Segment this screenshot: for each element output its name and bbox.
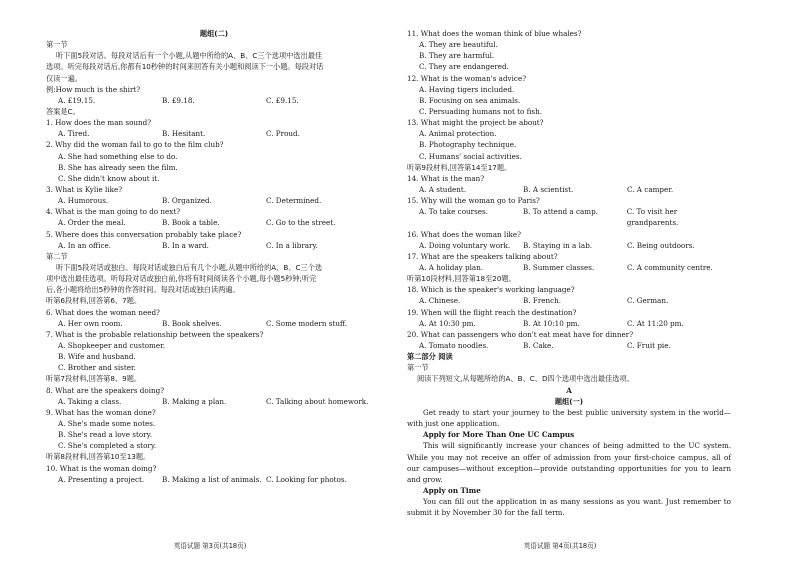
- option-a: A. £19.15.: [58, 95, 96, 105]
- question-options: [46, 195, 382, 206]
- instruction-line: 项中选出最佳选项。听每段对话或独白前,你将有时间阅读各个小题,每小题5秒钟;听完: [46, 274, 317, 284]
- option-c: C. In a library.: [266, 240, 318, 250]
- option-b: B. Photography technique.: [419, 140, 517, 150]
- option-b: B. At 10:10 pm.: [523, 318, 580, 328]
- option-c: C. Determined.: [266, 196, 322, 206]
- question-options: [46, 396, 382, 407]
- option-c: C. Proud.: [266, 129, 300, 139]
- material-note: 听第10段材料,回答第18至20题。: [407, 274, 516, 284]
- question-options: [46, 240, 382, 251]
- question-options: [46, 318, 382, 329]
- material-note: 听第6段材料,回答第6、7题。: [46, 296, 142, 306]
- option-a: A. Tomato noodles.: [419, 341, 489, 351]
- material-note: 听第7段材料,回答第8、9题。: [46, 374, 142, 384]
- question-options: [407, 340, 731, 351]
- question-stem: 19. When will the flight reach the destination?: [407, 307, 577, 317]
- option-a: A. Shopkeeper and customer.: [58, 341, 166, 351]
- option-b: B. She has already seen the film.: [58, 162, 178, 172]
- option-a: A. To take courses.: [419, 207, 489, 217]
- passage-paragraph: This will significantly increase your chances of being admitted to the UC system. While you may not receive an offer of admission from your first-choice campus, all of our campuses—without exception—provide outstanding opportunities for you to learn and grow.: [407, 441, 731, 484]
- example-answer: 答案是C。: [46, 107, 80, 116]
- page-footer: 英语试题 第3页(共18页): [173, 542, 247, 550]
- option-b: B. Staying in a lab.: [523, 240, 593, 250]
- question-options: [407, 184, 731, 195]
- section-label: 第一节: [46, 40, 68, 50]
- option-a: A. A holiday plan.: [419, 263, 484, 273]
- question-stem: 17. What are the speakers talking about?: [407, 251, 558, 261]
- option-b: B. She's read a love story.: [58, 430, 152, 440]
- question-stem: 2. Why did the woman fail to go to the film club?: [46, 140, 224, 150]
- example-options: [46, 95, 382, 106]
- question-stem: 13. What might the project be about?: [407, 118, 544, 128]
- option-c: C. To visit her grandparents.: [626, 207, 679, 228]
- question-options: [407, 206, 731, 228]
- section-label: 第一节: [407, 363, 429, 373]
- instruction-line: 选项。听完每段对话后,你都有10秒钟的时间来回答有关小题和阅读下一小题。每段对话: [46, 62, 324, 72]
- section-label: 第二节: [46, 251, 68, 261]
- question-options: [46, 217, 382, 228]
- option-a: A. Taking a class.: [58, 396, 122, 406]
- option-a: A. Order the meal.: [58, 218, 126, 228]
- option-a: A. Tired.: [58, 129, 90, 139]
- option-a: A. Having tigers included.: [419, 84, 515, 94]
- option-b: B. A scientist.: [523, 184, 574, 194]
- option-a: A. A student.: [419, 184, 467, 194]
- reading-instruction: 阅读下列短文,从每题所给的A、B、C、D四个选项中选出最佳选项。: [417, 374, 634, 384]
- option-c: C. German.: [627, 296, 669, 306]
- passage-group-title: 题组(一): [554, 396, 584, 406]
- question-stem: 6. What does the woman need?: [46, 307, 160, 317]
- question-stem: 7. What is the probable relationship between the speakers?: [46, 329, 264, 339]
- option-c: C. Fruit pie.: [627, 341, 671, 351]
- option-b: B. £9.18.: [162, 95, 195, 105]
- option-a: A. Animal protection.: [419, 129, 497, 139]
- page-footer: 英语试题 第4页(共18页): [523, 542, 597, 550]
- question-stem: 14. What is the man?: [407, 173, 485, 183]
- option-c: C. £9.15.: [266, 95, 299, 105]
- question-stem: 16. What does the woman like?: [407, 229, 521, 239]
- left-page: [46, 28, 382, 534]
- material-note: 听第8段材料,回答第10至13题。: [46, 452, 151, 462]
- question-options: [407, 262, 731, 273]
- instruction-line: 后,各小题将给出5秒钟的作答时间。每段对话或独白读两遍。: [46, 285, 240, 295]
- option-c: C. Go to the street.: [266, 218, 336, 228]
- group-title: 题组(二): [199, 29, 229, 38]
- question-options: [407, 295, 731, 306]
- option-b: B. Hesitant.: [162, 129, 206, 139]
- option-c: C. A community centre.: [627, 263, 713, 273]
- option-c: C. Being outdoors.: [627, 240, 695, 250]
- option-c: C. They are endangered.: [419, 62, 509, 72]
- question-stem: 15. Why will the woman go to Paris?: [407, 196, 540, 206]
- option-b: B. Making a plan.: [162, 396, 227, 406]
- option-a: A. At 10:30 pm.: [419, 318, 476, 328]
- question-options: [407, 318, 731, 329]
- question-stem: 1. How does the man sound?: [46, 118, 152, 128]
- option-c: C. Looking for photos.: [266, 474, 347, 484]
- option-b: B. Summer classes.: [523, 263, 595, 273]
- passage-paragraph: You can fill out the application in as many sessions as you want. Just remember to submit it by November 30 for the fall term.: [407, 497, 731, 518]
- option-b: B. Organized.: [162, 196, 212, 206]
- option-c: C. Humans' social activities.: [419, 151, 522, 161]
- option-a: A. She's made some notes.: [58, 419, 156, 429]
- part-title: 第二部分 阅读: [407, 352, 453, 362]
- question-stem: 12. What is the woman's advice?: [407, 73, 527, 83]
- option-b: B. In a ward.: [162, 240, 209, 250]
- option-a: A. Her own room.: [58, 318, 123, 328]
- question-stem: 8. What are the speakers doing?: [46, 385, 165, 395]
- right-page: [407, 28, 731, 534]
- passage-paragraph: Get ready to start your journey to the best public university system in the world—with just one application.: [407, 407, 731, 429]
- option-c: C. A camper.: [627, 184, 674, 194]
- option-a: A. Chinese.: [419, 296, 461, 306]
- option-b: B. Making a list of animals.: [162, 474, 262, 484]
- option-b: B. Focusing on sea animals.: [419, 95, 521, 105]
- passage-letter: A: [566, 385, 572, 395]
- option-a: A. She had something else to do.: [58, 151, 178, 161]
- option-b: B. Wife and husband.: [58, 352, 136, 362]
- option-a: A. Doing voluntary work.: [419, 240, 511, 250]
- instruction-line: 仅读一遍。: [46, 73, 82, 83]
- option-b: B. Book a table.: [162, 218, 220, 228]
- question-options: [46, 128, 382, 139]
- option-c: C. She's completed a story.: [58, 441, 157, 451]
- question-stem: 9. What has the woman done?: [46, 407, 156, 417]
- option-c: C. Some modern stuff.: [266, 318, 348, 328]
- option-b: B. To attend a camp.: [522, 207, 598, 217]
- option-b: B. They are harmful.: [419, 51, 495, 61]
- instruction-line: 听下面5段对话。每段对话后有一个小题,从题中所给的A、B、C三个选项中选出最佳: [56, 51, 323, 61]
- question-stem: 11. What does the woman think of blue whales?: [407, 29, 582, 38]
- option-a: A. They are beautiful.: [419, 40, 498, 50]
- question-options: [46, 474, 382, 485]
- question-stem: 18. Which is the speaker's working language?: [407, 285, 575, 295]
- material-note: 听第9段材料,回答第14至17题。: [407, 162, 512, 172]
- option-c: C. Persuading humans not to fish.: [419, 106, 543, 116]
- question-stem: 10. What is the woman doing?: [46, 463, 157, 473]
- passage-subheading: Apply on Time: [423, 485, 481, 495]
- option-b: B. Cake.: [523, 341, 554, 351]
- question-stem: 4. What is the man going to do next?: [46, 207, 181, 217]
- question-stem: 5. Where does this conversation probably take place?: [46, 229, 242, 239]
- question-stem: 20. What can passengers who don't eat meat have for dinner?: [407, 329, 634, 339]
- option-b: B. French.: [523, 296, 562, 306]
- option-c: C. She didn't know about it.: [58, 173, 160, 183]
- question-options: [407, 240, 731, 251]
- option-a: A. Presenting a project.: [58, 474, 145, 484]
- passage-subheading: Apply for More Than One UC Campus: [423, 430, 575, 440]
- option-b: B. Book shelves.: [162, 318, 222, 328]
- option-c: C. At 11:20 pm.: [627, 318, 684, 328]
- option-c: C. Brother and sister.: [58, 363, 136, 373]
- option-a: A. In an office.: [58, 240, 112, 250]
- instruction-line: 听下面5段对话或独白。每段对话或独白后有几个小题,从题中所给的A、B、C三个选: [56, 263, 323, 273]
- option-a: A. Humorous.: [58, 196, 109, 206]
- question-stem: 3. What is Kylie like?: [46, 185, 123, 194]
- option-c: C. Talking about homework.: [266, 396, 369, 406]
- example-question: 例:How much is the shirt?: [46, 84, 141, 94]
